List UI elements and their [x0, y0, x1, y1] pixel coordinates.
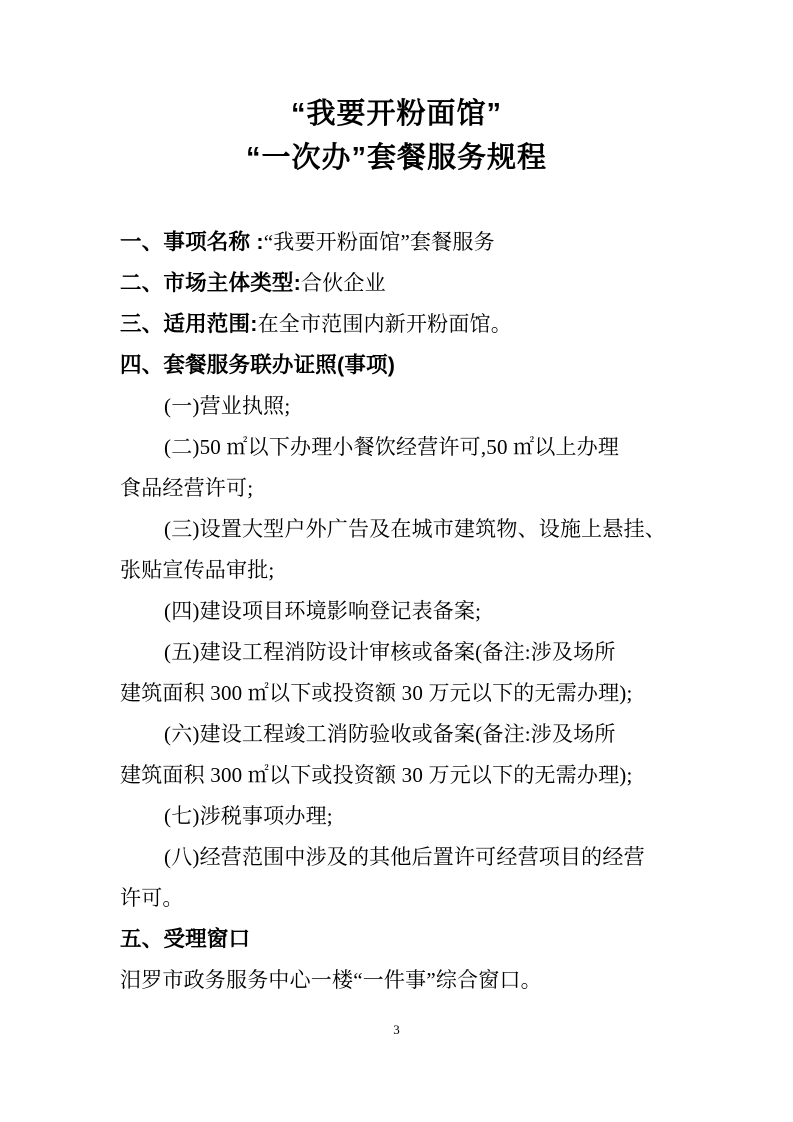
list-item-3-line-2: 张贴宣传品审批;: [120, 558, 275, 582]
list-item-6-line-2: 建筑面积 300 ㎡以下或投资额 30 万元以下的无需办理);: [120, 763, 633, 787]
page-number: 3: [393, 1022, 400, 1037]
list-item-1: (一)营业执照;: [164, 394, 291, 418]
section-2-value: 合伙企业: [300, 271, 386, 295]
document-title-line2: “一次办”套餐服务规程: [245, 142, 547, 174]
section-1-label: 一、事项名称 :: [120, 230, 264, 254]
section-4-heading: [120, 345, 680, 386]
list-item-7: (七)涉税事项办理;: [164, 804, 333, 828]
list-item-2-line-1: (二)50 ㎡以下办理小餐饮经营许可,50 ㎡以上办理: [164, 435, 620, 459]
section-2-heading: [120, 263, 680, 304]
list-item-2-line-2: 食品经营许可;: [120, 476, 254, 500]
section-3-label: 三、适用范围:: [120, 312, 258, 336]
section-2-label: 二、市场主体类型:: [120, 271, 301, 295]
document-title: [0, 92, 793, 180]
section-3-value: 在全市范围内新开粉面馆。: [257, 312, 512, 336]
list-item-8-line-1: (八)经营范围中涉及的其他后置许可经营项目的经营: [164, 845, 645, 869]
section-1-value: “我要开粉面馆”套餐服务: [263, 230, 495, 254]
list-item-3-line-1: (三)设置大型户外广告及在城市建筑物、设施上悬挂、: [164, 517, 666, 541]
document-body: [120, 222, 680, 1001]
list-item-8-line-2: 许可。: [120, 886, 184, 910]
section-1-heading: [120, 222, 680, 263]
section-3-heading: [120, 304, 680, 345]
list-item-5-line-2: 建筑面积 300 ㎡以下或投资额 30 万元以下的无需办理);: [120, 681, 633, 705]
list-item-6-line-1: (六)建设工程竣工消防验收或备案(备注:涉及场所: [164, 722, 616, 746]
section-5-body: 汨罗市政务服务中心一楼“一件事”综合窗口。: [120, 968, 542, 992]
document-title-line1: “我要开粉面馆”: [290, 98, 502, 130]
list-item-5-line-1: (五)建设工程消防设计审核或备案(备注:涉及场所: [164, 640, 616, 664]
section-5-label: 五、受理窗口: [120, 927, 251, 951]
section-5-heading: [120, 919, 680, 960]
section-4-label: 四、套餐服务联办证照(事项): [120, 353, 396, 377]
list-item-4: (四)建设项目环境影响登记表备案;: [164, 599, 482, 623]
